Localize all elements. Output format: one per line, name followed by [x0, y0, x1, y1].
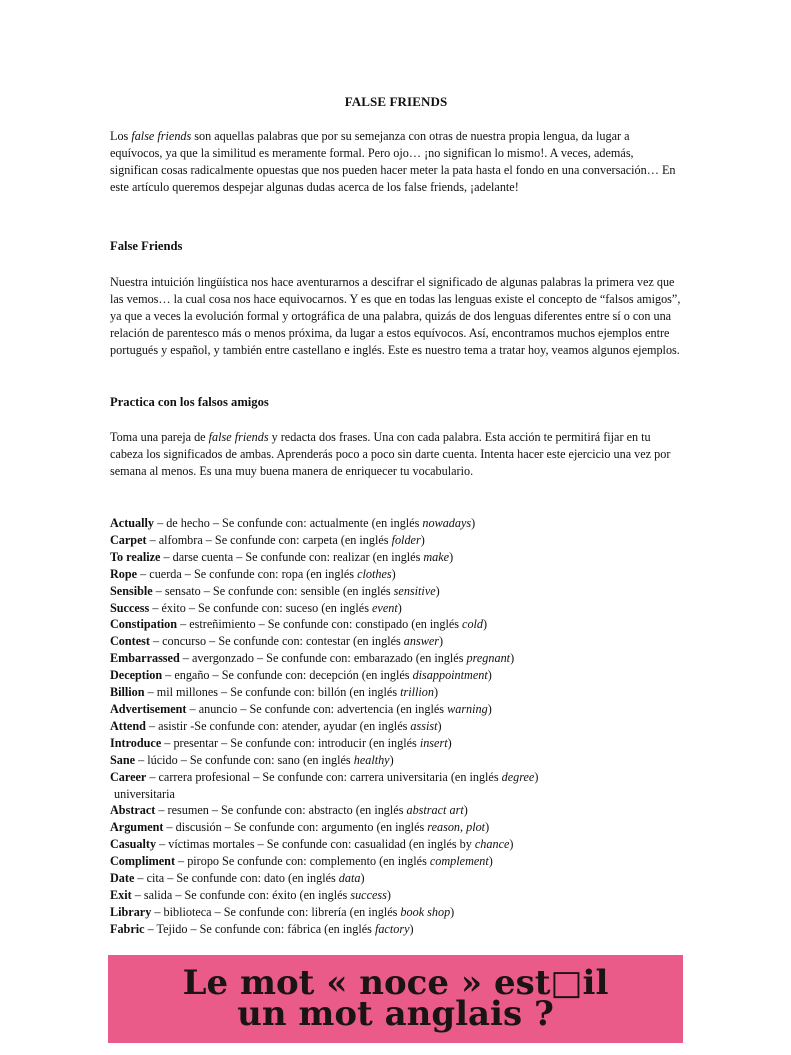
vocab-row: [110, 819, 682, 836]
vocab-word: Sane: [110, 752, 136, 767]
vocab-end: ): [463, 803, 468, 818]
vocab-word: Rope: [110, 566, 138, 581]
vocab-row: [110, 735, 682, 752]
vocab-word: Compliment: [110, 854, 175, 869]
vocab-end: ): [471, 516, 476, 530]
section2-text-a: Toma una pareja de: [110, 430, 209, 444]
vocab-row: [110, 853, 682, 870]
section1-paragraph: Nuestra intuición lingüística nos hace aventurarnos a descifrar el significado de algunas palabras la primera vez que las vemos… la cual cosa nos hace equivocarnos. Y es que en todas las lenguas existe el concepto de “falsos amigos”, ya que a veces la evolución formal y ortográfica de una palabra, quizás de dos lenguas diferentes entre sí o con una relación de parentesco más o menos próxima, da lugar a estos equívocos. Así, encontramos muchos ejemplos entre portugués y español, y también entre castellano e inglés. Este es nuestro tema a tratar hoy, veamos algunos ejemplos.: [110, 275, 681, 357]
vocab-word: Advertisement: [110, 701, 187, 716]
vocab-english: nowadays: [422, 516, 472, 530]
banner-line-1: Le mot « noce » est□il: [182, 963, 609, 1003]
vocab-english: chance: [474, 837, 510, 852]
section2-emphasis: false friends: [208, 430, 269, 444]
vocab-end: ): [397, 600, 402, 615]
vocab-end: ): [439, 634, 444, 649]
vocab-english: trillion: [400, 685, 434, 700]
vocab-word: Argument: [110, 820, 164, 835]
vocab-end: ): [360, 871, 365, 886]
vocab-row: [110, 633, 682, 650]
vocab-row: [110, 836, 682, 853]
vocab-word: Contest: [110, 634, 150, 649]
vocab-row: [110, 566, 682, 583]
vocab-end: ): [510, 651, 515, 666]
intro-emphasis: false friends: [131, 129, 192, 143]
vocab-row: [110, 921, 682, 938]
vocab-english: warning: [447, 701, 488, 716]
vocab-english: healthy: [353, 752, 390, 767]
intro-paragraph: [110, 128, 682, 196]
section2-text-b: y redacta dos frases. Una con cada palabra. Esta acción te permitirá fijar en tu cabeza los significados de ambas. Aprenderás poco a poco sin darte cuenta. Intenta hacer este ejercicio una vez por semana al menos. Es una muy buena manera de enriquecer tu vocabulario.: [110, 430, 671, 478]
vocab-english: book shop: [400, 904, 451, 919]
vocab-definition: – cita – Se confunde con: dato (en inglés: [134, 871, 339, 886]
vocab-definition: – anuncio – Se confunde con: advertencia (en inglés: [186, 701, 448, 716]
vocab-definition: – concurso – Se confunde con: contestar (en inglés: [149, 634, 404, 649]
vocab-english: factory: [374, 921, 410, 936]
vocab-end: ): [409, 921, 414, 936]
vocab-row: [110, 904, 682, 921]
vocab-row: [110, 616, 682, 633]
vocab-word: Sensible: [110, 583, 153, 598]
vocab-end: ): [487, 668, 492, 683]
vocab-definition: – discusión – Se confunde con: argumento (en inglés: [163, 820, 428, 835]
vocab-word: Attend: [110, 718, 146, 733]
vocab-definition: – asistir -Se confunde con: atender, ayudar (en inglés: [145, 718, 411, 733]
vocab-definition: – engaño – Se confunde con: decepción (en inglés: [162, 668, 413, 683]
vocab-row: [110, 600, 682, 617]
vocab-english: answer: [403, 634, 440, 649]
vocab-word: Career: [110, 769, 147, 784]
vocab-end: ): [391, 566, 396, 581]
vocab-word: Embarrassed: [110, 651, 180, 666]
vocab-end: ): [534, 769, 539, 784]
vocab-definition: – víctimas mortales – Se confunde con: casualidad (en inglés by: [156, 837, 475, 852]
vocab-english: pregnant: [466, 651, 511, 666]
vocab-definition: – piropo Se confunde con: complemento (en inglés: [175, 854, 430, 869]
vocab-english: complement: [429, 854, 489, 869]
vocab-english: event: [372, 600, 398, 615]
vocab-definition: – lúcido – Se confunde con: sano (en inglés: [135, 752, 354, 767]
vocab-definition: – resumen – Se confunde con: abstracto (en inglés: [155, 803, 407, 818]
vocab-english: degree: [501, 769, 535, 784]
vocab-end: ): [509, 837, 514, 852]
vocab-end: ): [450, 904, 455, 919]
vocab-end: ): [449, 549, 454, 564]
vocab-row: [110, 752, 682, 769]
vocab-row: [110, 769, 682, 786]
vocab-english: abstract art: [406, 803, 464, 818]
vocab-definition: – alfombra – Se confunde con: carpeta (en inglés: [146, 532, 392, 547]
vocab-word: Introduce: [110, 735, 162, 750]
vocab-definition: – avergonzado – Se confunde con: embarazado (en inglés: [179, 651, 467, 666]
vocab-word: Billion: [110, 685, 145, 700]
vocab-definition: – presentar – Se confunde con: introducir (en inglés: [161, 735, 420, 750]
vocab-row: [110, 650, 682, 667]
vocab-definition: – carrera profesional – Se confunde con: carrera universitaria (en inglés: [146, 769, 502, 784]
vocab-word: To realize: [110, 549, 161, 564]
vocab-english: data: [338, 871, 361, 886]
vocab-word: Actually: [110, 516, 155, 530]
vocab-row: [110, 549, 682, 566]
vocab-definition: – de hecho – Se confunde con: actualmente (en inglés: [154, 516, 423, 530]
vocab-row: [110, 701, 682, 718]
vocab-row: [110, 870, 682, 887]
vocab-definition: – salida – Se confunde con: éxito (en inglés: [131, 887, 351, 902]
banner-line-2: un mot anglais ?: [237, 994, 554, 1034]
vocab-definition: – éxito – Se confunde con: suceso (en inglés: [149, 600, 372, 615]
section-heading-false-friends: False Friends: [110, 239, 183, 253]
vocab-english: assist: [410, 718, 438, 733]
vocab-end: ): [386, 887, 391, 902]
vocab-english: insert: [419, 735, 448, 750]
vocab-english: make: [423, 549, 450, 564]
vocab-end: ): [447, 735, 452, 750]
section2-paragraph: [110, 429, 682, 480]
vocab-end: ): [488, 854, 493, 869]
vocab-word: Exit: [110, 887, 132, 902]
vocab-word: Library: [110, 904, 152, 919]
vocab-word: Success: [110, 600, 150, 615]
vocab-definition: – cuerda – Se confunde con: ropa (en inglés: [137, 566, 358, 581]
vocab-word: Deception: [110, 668, 163, 683]
vocab-definition: – darse cuenta – Se confunde con: realizar (en inglés: [160, 549, 424, 564]
vocab-end: ): [487, 701, 492, 716]
vocab-word: Constipation: [110, 617, 178, 632]
intro-text-b: son aquellas palabras que por su semejanza con otras de nuestra propia lengua, da lugar a equívocos, ya que la similitud es meramente formal. Pero ojo… ¡no significan lo mismo!. A veces, además, significan cosas radicalmente opuestas que nos pueden hacer meter la pata hasta el fondo en una conversación… En este artículo queremos despejar algunas dudas acerca de los false friends, ¡adelante!: [110, 129, 676, 194]
vocab-english: success: [350, 887, 387, 902]
vocab-row: [110, 887, 682, 904]
vocab-row: [110, 667, 682, 684]
document-title: FALSE FRIENDS: [344, 94, 448, 109]
vocab-english: reason, plot: [427, 820, 486, 835]
vocab-english: clothes: [357, 566, 392, 581]
vocabulary-list: [110, 515, 682, 938]
vocab-end: ): [483, 617, 488, 632]
vocab-definition: – estreñimiento – Se confunde con: constipado (en inglés: [177, 617, 463, 632]
vocab-english: folder: [391, 532, 421, 547]
vocab-end: ): [389, 752, 394, 767]
vocab-word: Carpet: [110, 532, 147, 547]
vocab-word: Date: [110, 871, 135, 886]
vocab-end: ): [434, 685, 439, 700]
vocab-definition: – sensato – Se confunde con: sensible (en inglés: [152, 583, 394, 598]
vocab-definition: universitaria: [114, 786, 175, 801]
vocab-row: [110, 515, 682, 532]
question-banner: [108, 955, 683, 1043]
vocab-definition: – mil millones – Se confunde con: billón (en inglés: [144, 685, 401, 700]
vocab-definition: – Tejido – Se confunde con: fábrica (en inglés: [144, 921, 375, 936]
intro-text-a: Los: [110, 129, 132, 143]
vocab-word: Casualty: [110, 837, 157, 852]
vocab-row: [110, 786, 682, 803]
vocab-end: ): [435, 583, 440, 598]
vocab-row: [110, 532, 682, 549]
vocab-english: sensitive: [393, 583, 436, 598]
vocab-definition: – biblioteca – Se confunde con: librería (en inglés: [151, 904, 401, 919]
vocab-word: Fabric: [110, 921, 145, 936]
vocab-end: ): [437, 718, 442, 733]
vocab-row: [110, 802, 682, 819]
section-heading-practice: Practica con los falsos amigos: [110, 395, 269, 409]
vocab-english: disappointment: [412, 668, 488, 683]
vocab-row: [110, 583, 682, 600]
vocab-word: Abstract: [110, 803, 156, 818]
vocab-row: [110, 718, 682, 735]
vocab-end: ): [420, 532, 425, 547]
vocab-end: ): [485, 820, 490, 835]
vocab-english: cold: [462, 617, 484, 632]
vocab-row: [110, 684, 682, 701]
